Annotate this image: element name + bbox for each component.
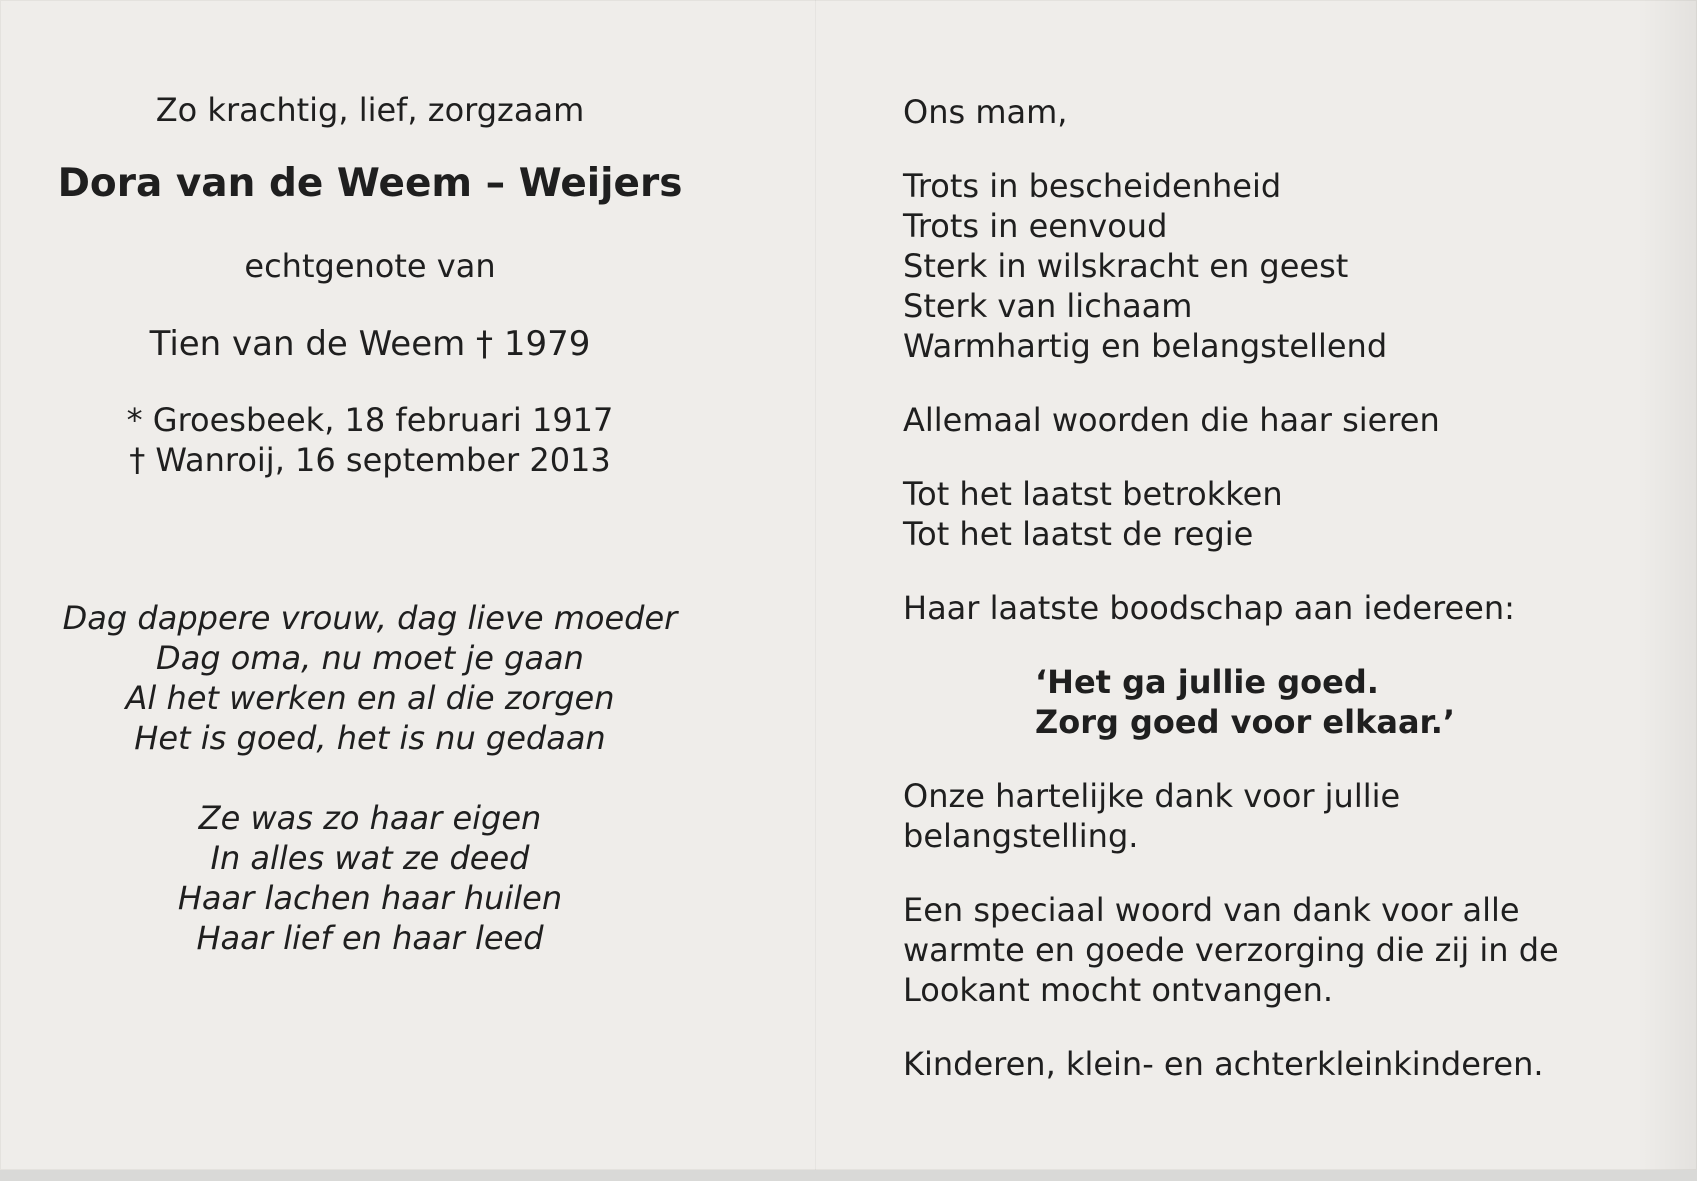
trait-line: Sterk van lichaam xyxy=(903,287,1193,325)
special-thanks-line: Een speciaal woord van dank voor alle xyxy=(903,891,1520,929)
birth-date: * Groesbeek, 18 februari 1917 xyxy=(126,401,614,439)
thanks-line: Onze hartelijke dank voor jullie xyxy=(903,777,1401,815)
trait-line: Warmhartig en belangstellend xyxy=(903,327,1388,365)
trait-line: Sterk in wilskracht en geest xyxy=(903,247,1349,285)
poem-stanza-2 xyxy=(20,798,720,958)
involved-line: Tot het laatst betrokken xyxy=(903,475,1283,513)
card-fold xyxy=(815,0,816,1170)
deceased-name: Dora van de Weem – Weijers xyxy=(57,161,683,206)
poem-line: Het is goed, het is nu gedaan xyxy=(134,719,606,757)
life-dates xyxy=(20,400,720,480)
special-thanks-line: warmte en goede verzorging die zij in de xyxy=(903,931,1559,969)
last-message-quote: ‘Het ga jullie goed. xyxy=(1035,663,1379,701)
last-message-quote: Zorg goed voor elkaar.’ xyxy=(1035,703,1456,741)
poem-line: Dag oma, nu moet je gaan xyxy=(156,639,584,677)
message-intro: Haar laatste boodschap aan iedereen: xyxy=(903,589,1515,627)
poem xyxy=(20,598,720,958)
trait-line: Trots in eenvoud xyxy=(903,207,1168,245)
poem-line: Haar lachen haar huilen xyxy=(177,879,563,917)
thanks-line: belangstelling. xyxy=(903,817,1139,855)
poem-line: Dag dappere vrouw, dag lieve moeder xyxy=(62,599,678,637)
greeting: Ons mam, xyxy=(903,93,1068,131)
spouse-name: Tien van de Weem † 1979 xyxy=(149,324,591,364)
poem-line: Al het werken en al die zorgen xyxy=(125,679,615,717)
spouse-prefix: echtgenote van xyxy=(244,247,496,285)
signature: Kinderen, klein- en achterkleinkinderen. xyxy=(903,1045,1544,1083)
poem-line: In alles wat ze deed xyxy=(210,839,530,877)
trait-line: Trots in bescheidenheid xyxy=(903,167,1282,205)
poem-stanza-1 xyxy=(20,598,720,758)
poem-line: Ze was zo haar eigen xyxy=(198,799,542,837)
left-panel xyxy=(20,90,720,958)
words-line: Allemaal woorden die haar sieren xyxy=(903,401,1440,439)
special-thanks-line: Lookant mocht ontvangen. xyxy=(903,971,1334,1009)
right-panel xyxy=(903,92,1643,1084)
involved-line: Tot het laatst de regie xyxy=(903,515,1254,553)
death-date: † Wanroij, 16 september 2013 xyxy=(129,441,611,479)
motto: Zo krachtig, lief, zorgzaam xyxy=(155,91,585,129)
poem-line: Haar lief en haar leed xyxy=(196,919,544,957)
